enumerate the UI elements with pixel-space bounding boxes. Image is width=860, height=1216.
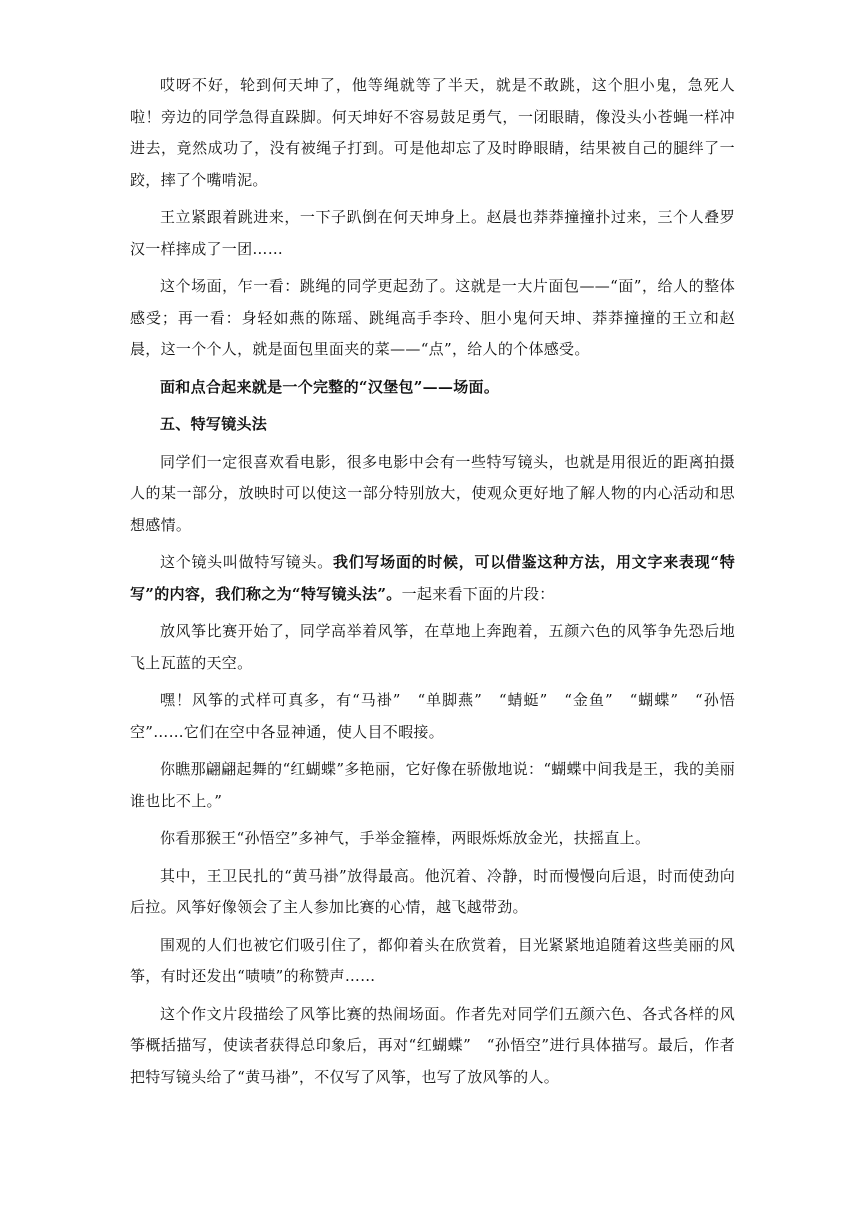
paragraph	[130, 70, 735, 196]
paragraph	[130, 823, 735, 855]
paragraph	[130, 547, 735, 610]
paragraph	[130, 409, 735, 441]
text-segment: 这个场面，乍一看：跳绳的同学更起劲了。这就是一大片面包——“面”，给人的整体感受；再一看：身轻如燕的陈瑶、跳绳高手李玲、胆小鬼何天坤、莽莽撞撞的王立和赵晨，这一个个人，就是面包里面夹的菜——“点”，给人的个体感受。	[130, 277, 735, 358]
text-segment: 你瞧那翩翩起舞的“红蝴蝶”多艳丽，它好像在骄傲地说：“蝴蝶中间我是王，我的美丽谁也比不上。”	[130, 760, 735, 810]
paragraph	[130, 202, 735, 265]
text-segment: 放风筝比赛开始了，同学高举着风筝，在草地上奔跑着，五颜六色的风筝争先恐后地飞上瓦蓝的天空。	[130, 622, 735, 672]
paragraph	[130, 861, 735, 924]
text-segment: 围观的人们也被它们吸引住了，都仰着头在欣赏着，目光紧紧地追随着这些美丽的风筝，有时还发出“啧啧”的称赞声……	[130, 935, 735, 985]
text-segment: 这个作文片段描绘了风筝比赛的热闹场面。作者先对同学们五颜六色、各式各样的风筝概括描写，使读者获得总印象后，再对“红蝴蝶” “孙悟空”进行具体描写。最后，作者把特写镜头给了“黄马褂”，不仅写了风筝，也写了放风筝的人。	[130, 1004, 735, 1086]
bold-text-segment: 五、特写镜头法	[160, 415, 268, 433]
paragraph	[130, 754, 735, 817]
text-segment: 嘿！风筝的式样可真多，有“马褂” “单脚燕” “蜻蜓” “金鱼” “蝴蝶” “孙悟空”……它们在空中各显神通，使人目不暇接。	[130, 691, 735, 741]
text-segment: 这个镜头叫做特写镜头。	[160, 553, 333, 571]
paragraph	[130, 685, 735, 748]
text-segment: 你看那猴王“孙悟空”多神气，手举金箍棒，两眼烁烁放金光，扶摇直上。	[160, 829, 651, 847]
document-body	[130, 70, 735, 1099]
paragraph	[130, 999, 735, 1094]
paragraph	[130, 616, 735, 679]
text-segment: 王立紧跟着跳进来，一下子趴倒在何天坤身上。赵晨也莽莽撞撞扑过来，三个人叠罗汉一样摔成了一团……	[130, 208, 735, 258]
paragraph	[130, 372, 735, 404]
text-segment: 其中，王卫民扎的“黄马褂”放得最高。他沉着、冷静，时而慢慢向后退，时而使劲向后拉。风筝好像领会了主人参加比赛的心情，越飞越带劲。	[130, 866, 735, 916]
paragraph	[130, 930, 735, 993]
bold-text-segment: 面和点合起来就是一个完整的“汉堡包”——场面。	[160, 377, 500, 396]
text-segment: 同学们一定很喜欢看电影，很多电影中会有一些特写镜头，也就是用很近的距离拍摄人的某一部分，放映时可以使这一部分特别放大，使观众更好地了解人物的内心活动和思想感情。	[130, 452, 735, 534]
paragraph	[130, 271, 735, 366]
bold-text-segment: 我们写场面的时候，可以借鉴这种方法，用文字来表现“特写”的内容，我们称之为“特写镜头法”。	[130, 553, 735, 603]
text-segment: 一起来看下面的片段：	[401, 584, 555, 603]
text-segment: 哎呀不好，轮到何天坤了，他等绳就等了半天，就是不敢跳，这个胆小鬼，急死人啦！旁边的同学急得直跺脚。何天坤好不容易鼓足勇气，一闭眼睛，像没头小苍蝇一样冲进去，竟然成功了，没有被绳子打到。可是他却忘了及时睁眼睛，结果被自己的腿绊了一跤，摔了个嘴啃泥。	[130, 76, 735, 189]
paragraph	[130, 447, 735, 542]
